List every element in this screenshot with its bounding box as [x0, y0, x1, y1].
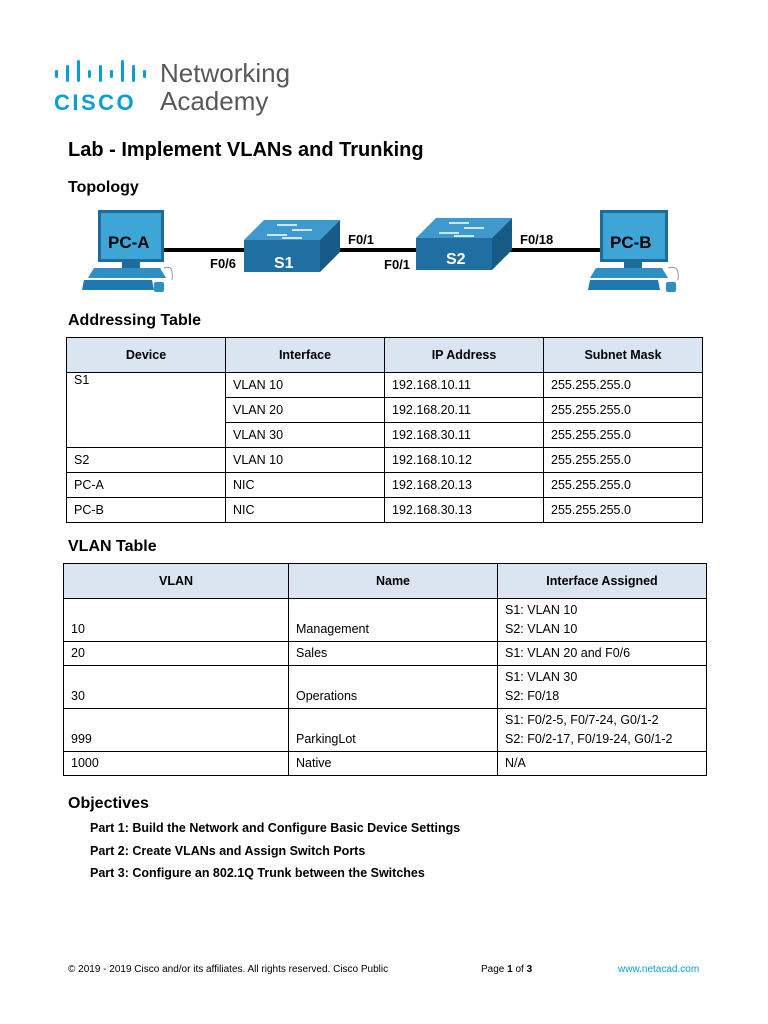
table-cell: Operations [289, 666, 498, 709]
table-cell: 255.255.255.0 [544, 373, 703, 398]
assigned-line: S1: VLAN 30 [505, 670, 578, 684]
logo-networking-text: Networking [160, 58, 291, 88]
column-header: Device [67, 338, 226, 373]
table-cell: VLAN 30 [226, 423, 385, 448]
cisco-wordmark: CISCO [54, 90, 137, 115]
table-row [64, 709, 707, 752]
assigned-line: S1: VLAN 20 and F0/6 [505, 646, 631, 660]
table-cell: 255.255.255.0 [544, 498, 703, 523]
footer-copyright: © 2019 - 2019 Cisco and/or its affiliates. All rights reserved. Cisco Public [68, 964, 389, 975]
column-header: IP Address [385, 338, 544, 373]
table-cell: VLAN 10 [226, 448, 385, 473]
table-cell: 255.255.255.0 [544, 423, 703, 448]
table-cell: 255.255.255.0 [544, 448, 703, 473]
assigned-line: S2: F0/18 [505, 689, 560, 703]
s1-label: S1 [274, 255, 294, 272]
table-header-row [64, 564, 707, 599]
page-total: 3 [526, 964, 533, 975]
port-label: F0/1 [348, 232, 375, 247]
table-cell: 30 [64, 666, 289, 709]
footer-page-number [481, 964, 532, 975]
table-cell: VLAN 20 [226, 398, 385, 423]
topology-diagram [82, 208, 692, 298]
table-row [67, 373, 703, 398]
table-cell: S1 [67, 373, 226, 448]
page-title: Lab - Implement VLANs and Trunking [68, 139, 424, 161]
column-header: Interface [226, 338, 385, 373]
table-header-row [67, 338, 703, 373]
port-label: F0/18 [520, 232, 554, 247]
objective-item: Part 2: Create VLANs and Assign Switch Ports [90, 844, 366, 858]
pc-b-label: PC-B [610, 233, 652, 252]
cisco-bridge-icon [54, 60, 150, 86]
addressing-table-heading: Addressing Table [68, 312, 202, 329]
column-header: Subnet Mask [544, 338, 703, 373]
assigned-line: N/A [505, 756, 526, 770]
table-cell: Management [289, 599, 498, 642]
table-cell: ParkingLot [289, 709, 498, 752]
objectives-heading: Objectives [68, 795, 149, 812]
port-label: F0/1 [384, 257, 411, 272]
table-cell: 255.255.255.0 [544, 398, 703, 423]
objective-item: Part 3: Configure an 802.1Q Trunk between the Switches [90, 866, 425, 880]
pc-a-label: PC-A [108, 233, 150, 252]
table-cell: 192.168.30.13 [385, 498, 544, 523]
topology-heading: Topology [68, 179, 139, 196]
table-cell [498, 642, 707, 666]
table-cell: Sales [289, 642, 498, 666]
s2-label: S2 [446, 251, 466, 268]
table-row [67, 498, 703, 523]
page-current: 1 [507, 964, 513, 975]
table-cell: 192.168.30.11 [385, 423, 544, 448]
table-cell [498, 599, 707, 642]
port-label: F0/6 [210, 256, 237, 271]
assigned-line: S2: F0/2-17, F0/19-24, G0/1-2 [505, 732, 673, 746]
table-row [67, 473, 703, 498]
table-cell: 192.168.20.11 [385, 398, 544, 423]
vlan-table [63, 563, 707, 776]
footer-netacad-link[interactable]: www.netacad.com [618, 964, 700, 975]
assigned-line: S2: VLAN 10 [505, 622, 578, 636]
assigned-line: S1: VLAN 10 [505, 603, 578, 617]
table-cell: 20 [64, 642, 289, 666]
table-row [64, 642, 707, 666]
table-row [67, 448, 703, 473]
table-cell: PC-A [67, 473, 226, 498]
table-cell: Native [289, 752, 498, 776]
table-cell [498, 709, 707, 752]
table-cell: 10 [64, 599, 289, 642]
table-cell: 999 [64, 709, 289, 752]
objective-item: Part 1: Build the Network and Configure Basic Device Settings [90, 821, 461, 835]
page-prefix: Page [481, 964, 508, 975]
addressing-table [66, 337, 703, 523]
table-row [64, 752, 707, 776]
table-cell [498, 752, 707, 776]
table-cell: 192.168.10.11 [385, 373, 544, 398]
column-header: VLAN [64, 564, 289, 599]
table-cell: NIC [226, 498, 385, 523]
assigned-line: S1: F0/2-5, F0/7-24, G0/1-2 [505, 713, 659, 727]
vlan-table-heading: VLAN Table [68, 538, 157, 555]
table-cell: NIC [226, 473, 385, 498]
table-cell: PC-B [67, 498, 226, 523]
table-row [64, 599, 707, 642]
logo-academy-text: Academy [160, 86, 269, 116]
column-header: Interface Assigned [498, 564, 707, 599]
cisco-networking-academy-logo [54, 58, 314, 118]
column-header: Name [289, 564, 498, 599]
table-cell: 192.168.20.13 [385, 473, 544, 498]
table-cell: S2 [67, 448, 226, 473]
table-cell: 255.255.255.0 [544, 473, 703, 498]
table-cell: VLAN 10 [226, 373, 385, 398]
table-cell: 1000 [64, 752, 289, 776]
page-of: of [512, 964, 527, 975]
table-cell: 192.168.10.12 [385, 448, 544, 473]
table-row [64, 666, 707, 709]
table-cell [498, 666, 707, 709]
